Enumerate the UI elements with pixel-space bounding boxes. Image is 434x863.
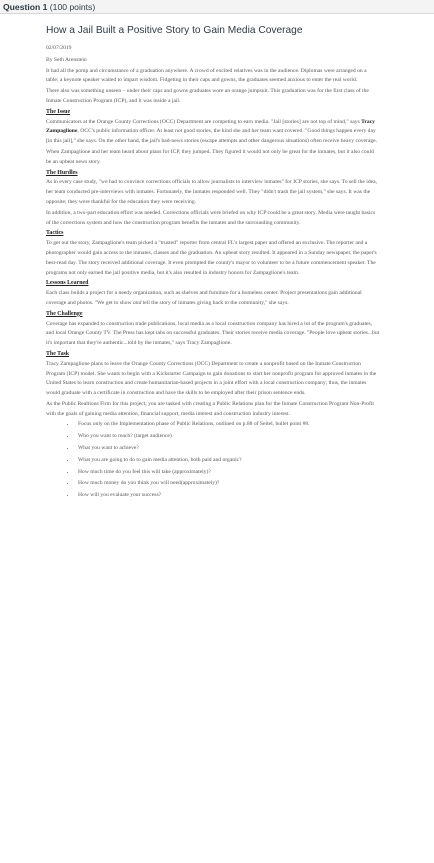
list-item: • How will you evaluate your success? [76, 491, 380, 501]
list-item: • How much time do you feel this will take (approximately)? [76, 468, 380, 478]
lessons-text-start: Each class builds a project for a needy organization, such as shelves and furniture for a homeless center. Project presentations gain additional coverage and photos. "We get to show [46, 290, 362, 306]
issue-text-start: Communicators at the Orange County Corrections (OCC) Department are competing to earn media. "Jail [stories] are not top of mind," says [46, 118, 362, 125]
lessons-emphasis: and [132, 299, 142, 306]
lessons-text-end: tell the story of inmates giving back to the community," she says. [141, 299, 289, 306]
tactics-paragraph: To get out the story, Zampaglione's team picked a "trusted" reporter from central FL's largest paper and offered an exclusive. The reporter and a photographer would gain access to the inmates, classes and the graduation. An upbeat story resulted. It appeared in a Sunday newspaper, the paper's best-read day. The story received additional coverage. It even prompted the county's mayor to volunteer to be a future commencement speaker. The programs not only earned the jail positive media, but it's also resulted in industry honors for Zampaglione's team. [46, 240, 377, 276]
task-paragraph-1: Tracy Zampaglione plans to leave the Orange County Corrections (OCC) Department to create a nonprofit based on the Inmate Construction Program (ICP) model. She wants to begin with a Kickstarter Campaign to gain donations to start her nonprofit program for approved inmates in the United States to learn construction and create humanitarian-based projects in a joint effort with a local construction company; thus, the inmates would graduate with a certificate in construction and have the skills to be employed after their prison sentence ends. [46, 360, 377, 397]
tactics-heading: Tactics [46, 230, 64, 237]
question-points: (100 points) [47, 2, 96, 12]
list-item: • What you are going to do to gain media attention, both paid and organic? [76, 456, 380, 466]
issue-heading: The Issue [46, 108, 71, 115]
intro-paragraph-2: There also was something unseen – under their caps and gowns graduates wore an orange jumpsuit. This graduation was for the first class of the Inmate Construction Program (ICP), and it was inside a jail. [46, 88, 369, 104]
task-bullet-list [46, 420, 380, 501]
issue-paragraph-2: When Zampaglione and her team heard about plans for ICP, they jumped. They figured it would not only be great for the inmates, but it also could be an upbeat news story. [46, 148, 374, 165]
list-item: • What you want to achieve? [76, 444, 380, 454]
task-paragraph-2: As the Public Realtions Firm for this project, you are tasked with creating a Public Relations plan for the Inmate Construction Program Non-Profit with the goals of gaining media attention, financial support, media interest and construction industry interest. [46, 400, 374, 417]
list-item: • How much money do you think you will need(approximately)? [76, 479, 380, 489]
hurdles-paragraph-1: As in every case study, "we had to convince corrections officials to allow journalists to interview inmates" for ICP stories, she says. To sell the idea, her team conducted pre-interviews with inmates. Fortunately, the inmates responded well. They "didn't trash the jail system," she says. It was the opposite; they were thankful for the education they were receiving. [46, 179, 378, 205]
task-heading: The Task [46, 350, 70, 357]
challenge-paragraph: Coverage has expanded to construction trade publications, local media as a local construction company has hired a lot of the program's graduates, and local Orange County TV. The Press has kept tabs on successful graduates. Their stories receive media coverage. "People love upbeat stories...but it's important that they're authentic...told by the inmates," says Tracy Zampaglione. [46, 320, 380, 347]
article-byline: By Seth Arenstein [46, 56, 87, 63]
hurdles-paragraph-2: In addition, a two-part education effort was needed. Corrections officials were briefed on why ICP could be a great story. Media were taught basics of the corrections system and how the construction program benefits the inmates and the surrounding community. [46, 209, 376, 226]
question-title: Question 1 [3, 2, 48, 12]
lessons-paragraph [46, 289, 380, 309]
lessons-heading: Lessons Learned [46, 280, 89, 287]
list-item: • Who you want to reach? (target audience) [76, 432, 380, 442]
challenge-heading: The Challenge [46, 310, 83, 317]
issue-text-end: , OCC's public information officer. At least not good stories, the kind she and her team want covered. "Good things happen every day [in this jail]," she says. On the other hand, the jail's bad-news stories (escape attempts and other dangerous situations) often receive heavy coverage. [46, 128, 378, 145]
article-title: How a Jail Built a Positive Story to Gain Media Coverage [46, 25, 303, 36]
intro-paragraph-1: It had all the pomp and circumstance of a graduation anywhere. A crowd of excited relatives was in the audience. Diplomas were arranged on a table; a keynote speaker waited to impart wisdom. Fidgeting in their caps and gowns, the graduates seemed anxious to enter the real world. [46, 67, 367, 84]
question-content [46, 24, 380, 503]
list-item: • Focus only on the Implementation phase of Public Relations, outlined on p.88 of Seitel, bullet point #8. [76, 420, 380, 430]
hurdles-heading: The Hurdles [46, 169, 78, 176]
article-date: 02/07/2019 [46, 45, 72, 51]
issue-paragraph-1 [46, 118, 380, 147]
spokesperson-name: Tracy Zampaglione [46, 118, 375, 135]
question-header [0, 0, 434, 14]
